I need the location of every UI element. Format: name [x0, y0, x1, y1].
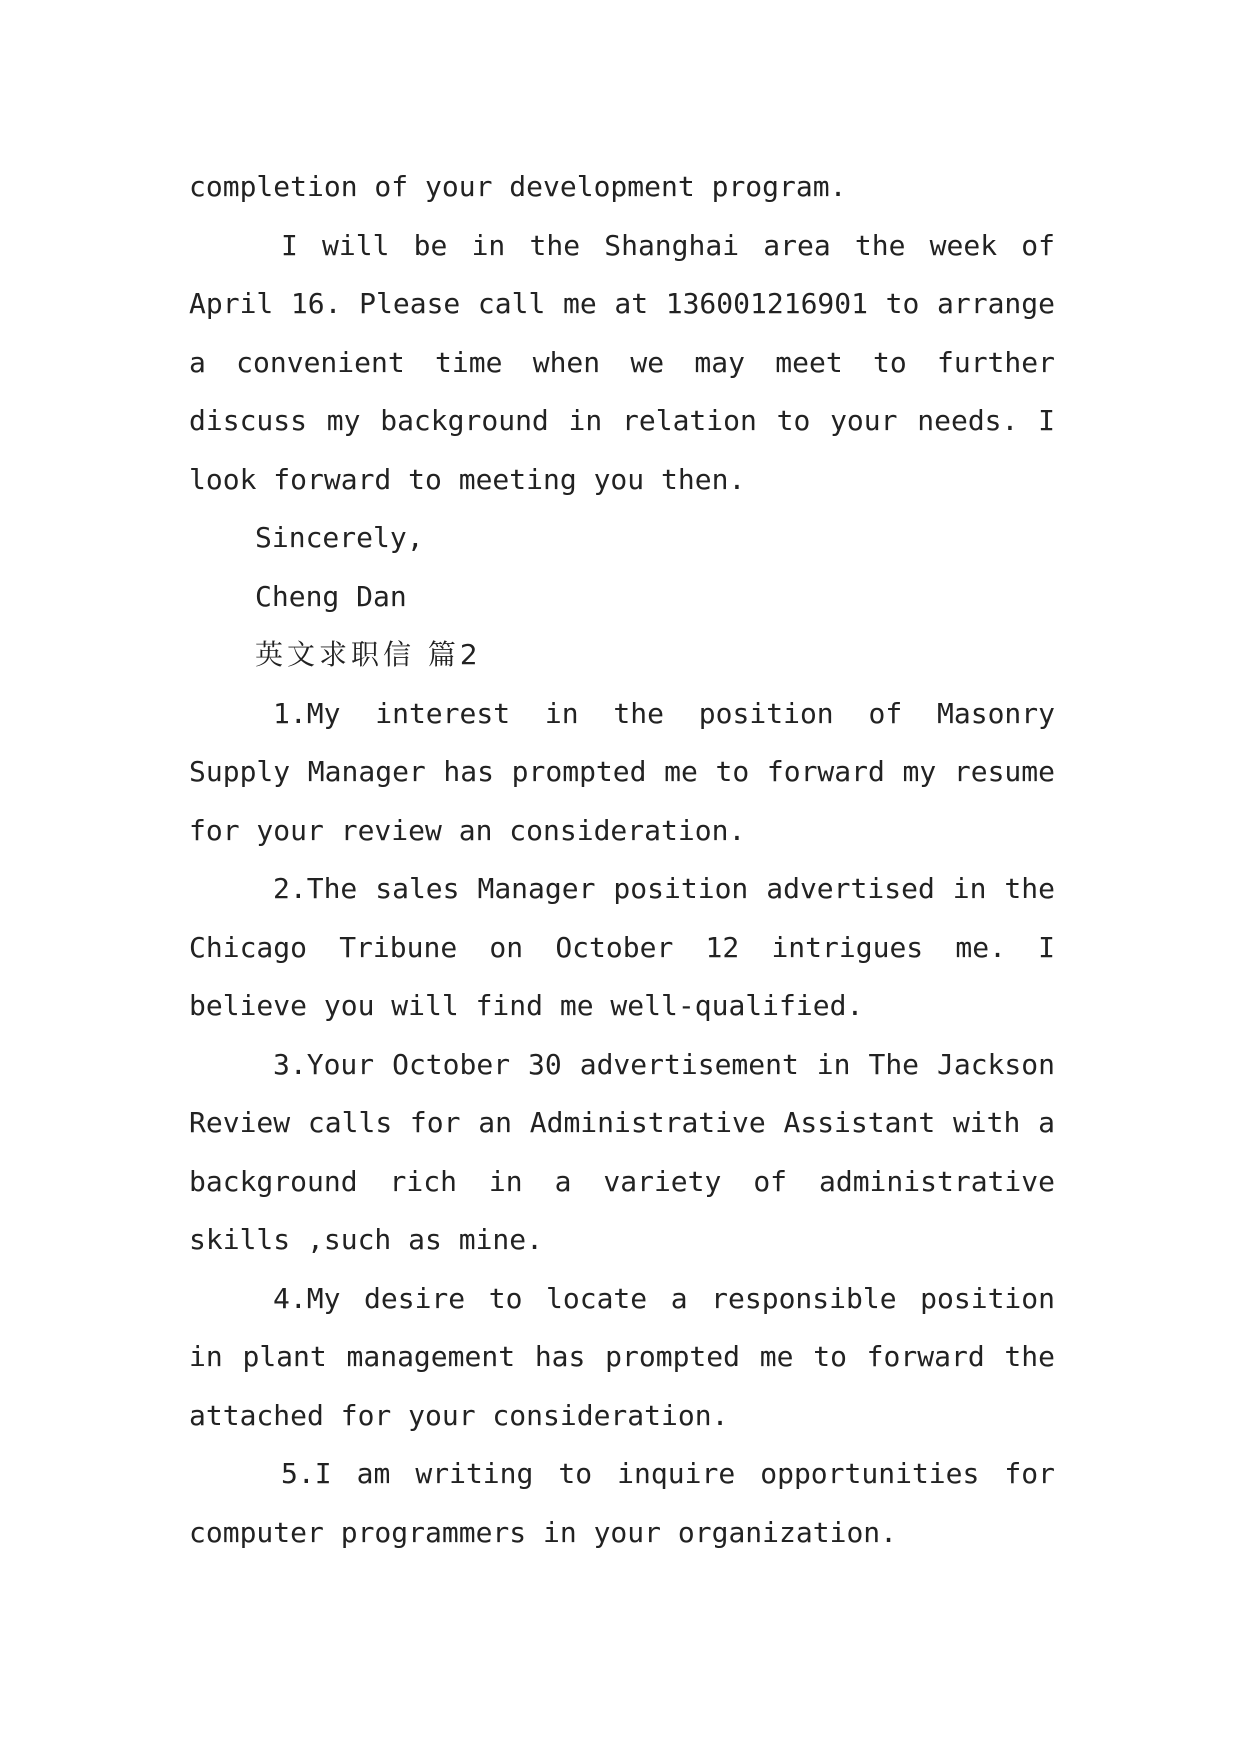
closing-line: Sincerely, [255, 521, 424, 554]
paragraph-meeting-request: I will be in the Shanghai area the week of April 16. Please call me at 136001216901 to arrange a convenient time when we may meet to further discuss my background in relation to your needs. I look forward to meeting you then. [189, 228, 1055, 496]
section-heading: 英文求职信 篇2 [255, 638, 482, 671]
paragraph-continuation: completion of your development program. [189, 170, 847, 203]
list-item-5: 5.I am writing to inquire opportunities for computer programmers in your organization. [189, 1457, 1055, 1549]
list-item-4: 4.My desire to locate a responsible position in plant management has prompted me to forward the attached for your consideration. [189, 1281, 1055, 1432]
list-item-1: 1.My interest in the position of Masonry Supply Manager has prompted me to forward my resume for your review an consideration. [189, 696, 1055, 847]
list-item-2: 2.The sales Manager position advertised in the Chicago Tribune on October 12 intrigues me. I believe you will find me well-qualified. [189, 872, 1055, 1022]
signature-name: Cheng Dan [255, 579, 407, 613]
list-item-3: 3.Your October 30 advertisement in The Jackson Review calls for an Administrative Assistant with a background rich in a variety of administrative skills ,such as mine. [189, 1047, 1055, 1256]
document-page [189, 158, 1055, 1562]
